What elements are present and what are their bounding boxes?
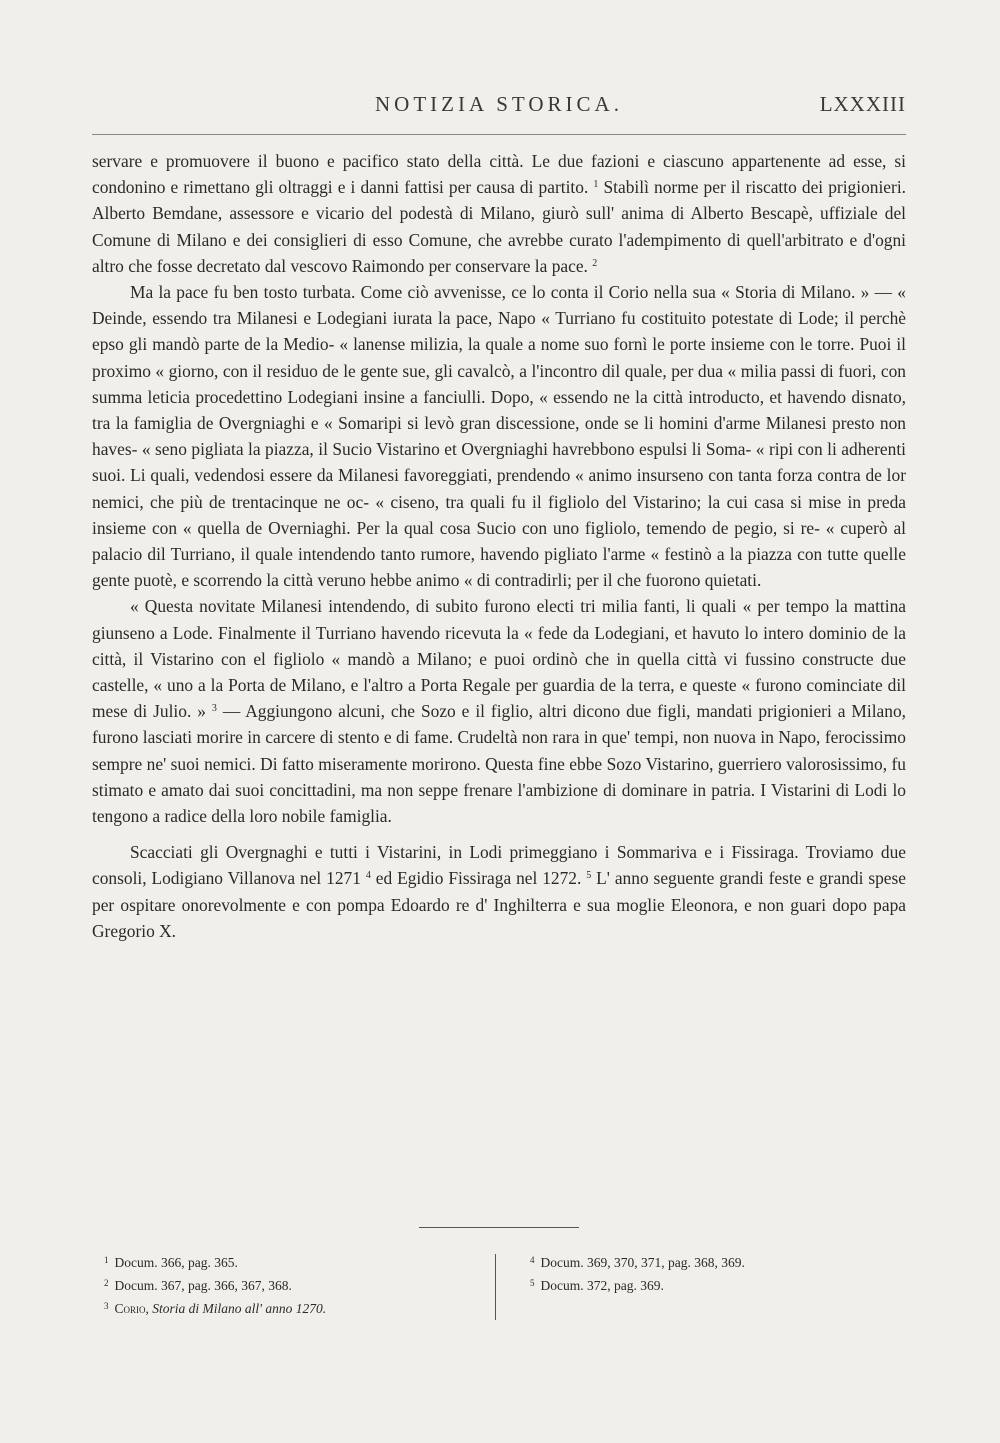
- footnote-ref: 3: [211, 703, 217, 715]
- footnote: [104, 1297, 484, 1320]
- footnote: [530, 1274, 910, 1297]
- paragraph-text: Scacciati gli Overgnaghi e tutti i Vistarini, in Lodi primeggiano i Sommariva e i Fissiraga. Troviamo due consoli, Lodigiano Villanova nel 1271: [92, 842, 906, 889]
- footnotes-left-column: [104, 1251, 484, 1320]
- footnote-ref: 2: [592, 257, 598, 269]
- paragraph-text: servare e promuovere il buono e pacifico stato della città. Le due fazioni e ciascuno appartenente ad esse, si condonino e rimettano gli oltraggi e i danni fattisi per causa di partito.: [92, 151, 906, 198]
- footnote: [104, 1251, 484, 1274]
- paragraph-text: ed Egidio Fissiraga nel 1272.: [370, 868, 587, 889]
- running-title: NOTIZIA STORICA.: [375, 92, 623, 116]
- footnote-title: Storia di Milano all' anno 1270.: [152, 1301, 327, 1316]
- footnote: [104, 1274, 484, 1297]
- footnote-text: Docum. 367, pag. 366, 367, 368.: [114, 1278, 292, 1293]
- footnote-ref: 5: [586, 870, 592, 882]
- paragraph-text: Stabilì norme per il riscatto dei prigionieri. Alberto Bemdane, assessore e vicario del podestà di Milano, giurò sull' anima di Alberto Bescapè, uffiziale del Comune di Milano e dei consiglieri di esso Comune, che avrebbe curato l'adempimento di quell'arbitrato e d'ogni altro che fosse decretato dal vescovo Raimondo per conservare la pace.: [92, 177, 906, 276]
- footnote-number: 2: [104, 1278, 109, 1288]
- paragraph-gap: [92, 829, 906, 839]
- paragraph-text: L' anno seguente grandi feste e grandi spese per ospitare onorevolmente e con pompa Edoardo re d' Inghilterra e sua moglie Eleonora, e non guari dopo papa Gregorio X.: [92, 868, 906, 941]
- body-text: [92, 148, 906, 944]
- footnotes-right-column: [530, 1251, 910, 1297]
- paragraph: [92, 279, 906, 593]
- footnote-author: Corio: [114, 1301, 146, 1316]
- footnote-number: 5: [530, 1278, 535, 1288]
- footnote: [530, 1251, 910, 1274]
- paragraph-text: « Questa novitate Milanesi intendendo, di subito furono electi tri milia fanti, li quali « per tempo la mattina giunseno a Lode. Finalmente il Turriano havendo ricevuta la « fede da Lodegiani, et havuto lo intero dominio de la città, il Vistarino con el figliolo « mandò a Milano; e puoi ordinò che in quella città vi fussino constructe due castelle, « uno a la Porta de Milano, e l'altro a Porta Regale per guardia de la terra, e queste « furono cominciate dil mese di Julio. »: [92, 596, 906, 722]
- footnote-separator: ,: [145, 1301, 153, 1316]
- footnote-text: Docum. 372, pag. 369.: [540, 1278, 664, 1293]
- paragraph: [92, 839, 906, 944]
- page-header: [92, 92, 906, 126]
- paragraph-text: Ma la pace fu ben tosto turbata. Come ciò avvenisse, ce lo conta il Corio nella sua « Storia di Milano. » — « Deinde, essendo tra Milanesi e Lodegiani iurata la pace, Napo « Turriano fu costituito potestate di Lode; il perchè epso gli mandò parte de la Medio- « lanense milizia, la quale a nome suo fornì le porte insieme con le torre. Puoi il proximo « giorno, con il residuo de le gente sue, gli cavalcò, a l'incontro dil quale, per dua « milia passi di fuori, con summa leticia procedettino Lodegiani insine a fanciulli. Dopo, « essendo ne la città introducto, et havendo disnato, tra la famiglia de Overgniaghi e « Somaripi si levò gran discessione, onde se li homini d'arme Milanesi presto non haves- « seno pigliata la piazza, il Sucio Vistarino et Overgniaghi havrebbono espulsi li Soma- « ripi con li adherenti suoi. Li quali, vedendosi essere da Milanesi favoreggiati, prendendo « animo insurseno con tanta forza contra de lor nemici, che più de trentacinque ne oc- « ciseno, tra quali fu il figliolo del Vistarino; la cui casa si mise in preda insieme con « quella de Overniaghi. Per la qual cosa Sucio con uno figliolo, temendo de pegio, si re- « cuperò al palacio dil Turriano, il quale intendendo tanto rumore, havendo pigliato l'arme « festinò a la piazza con tutte quelle gente puotè, e scorrendo la città veruno hebbe animo « di contradirli; per il che fuorono quietati.: [92, 282, 906, 591]
- footnote-text: Docum. 369, 370, 371, pag. 368, 369.: [540, 1255, 745, 1270]
- footnote-column-divider: [495, 1254, 496, 1320]
- footnote-text: Docum. 366, pag. 365.: [114, 1255, 238, 1270]
- paragraph: [92, 148, 906, 279]
- footnote-ref: 1: [593, 179, 599, 191]
- footnote-number: 4: [530, 1255, 535, 1265]
- footnote-number: 3: [104, 1301, 109, 1311]
- footnote-ref: 4: [365, 870, 371, 882]
- paragraph-text: — Aggiungono alcuni, che Sozo e il figlio, altri dicono due figli, mandati prigionieri a Milano, furono lasciati morire in carcere di stento e di fame. Crudeltà non rara in que' tempi, non nuova in Napo, ferocissimo sempre ne' suoi nemici. Di fatto miseramente morirono. Questa fine ebbe Sozo Vistarino, guerriero valorosissimo, fu stimato e amato dai suoi concittadini, ma non seppe frenare l'ambizione di dominare in patria. I Vistarini di Lodi lo tengono a radice della loro nobile famiglia.: [92, 701, 906, 827]
- paragraph: [92, 593, 906, 829]
- footnote-rule: [419, 1227, 579, 1228]
- page-number: LXXXIII: [819, 92, 906, 116]
- header-rule: [92, 134, 906, 135]
- footnote-number: 1: [104, 1255, 109, 1265]
